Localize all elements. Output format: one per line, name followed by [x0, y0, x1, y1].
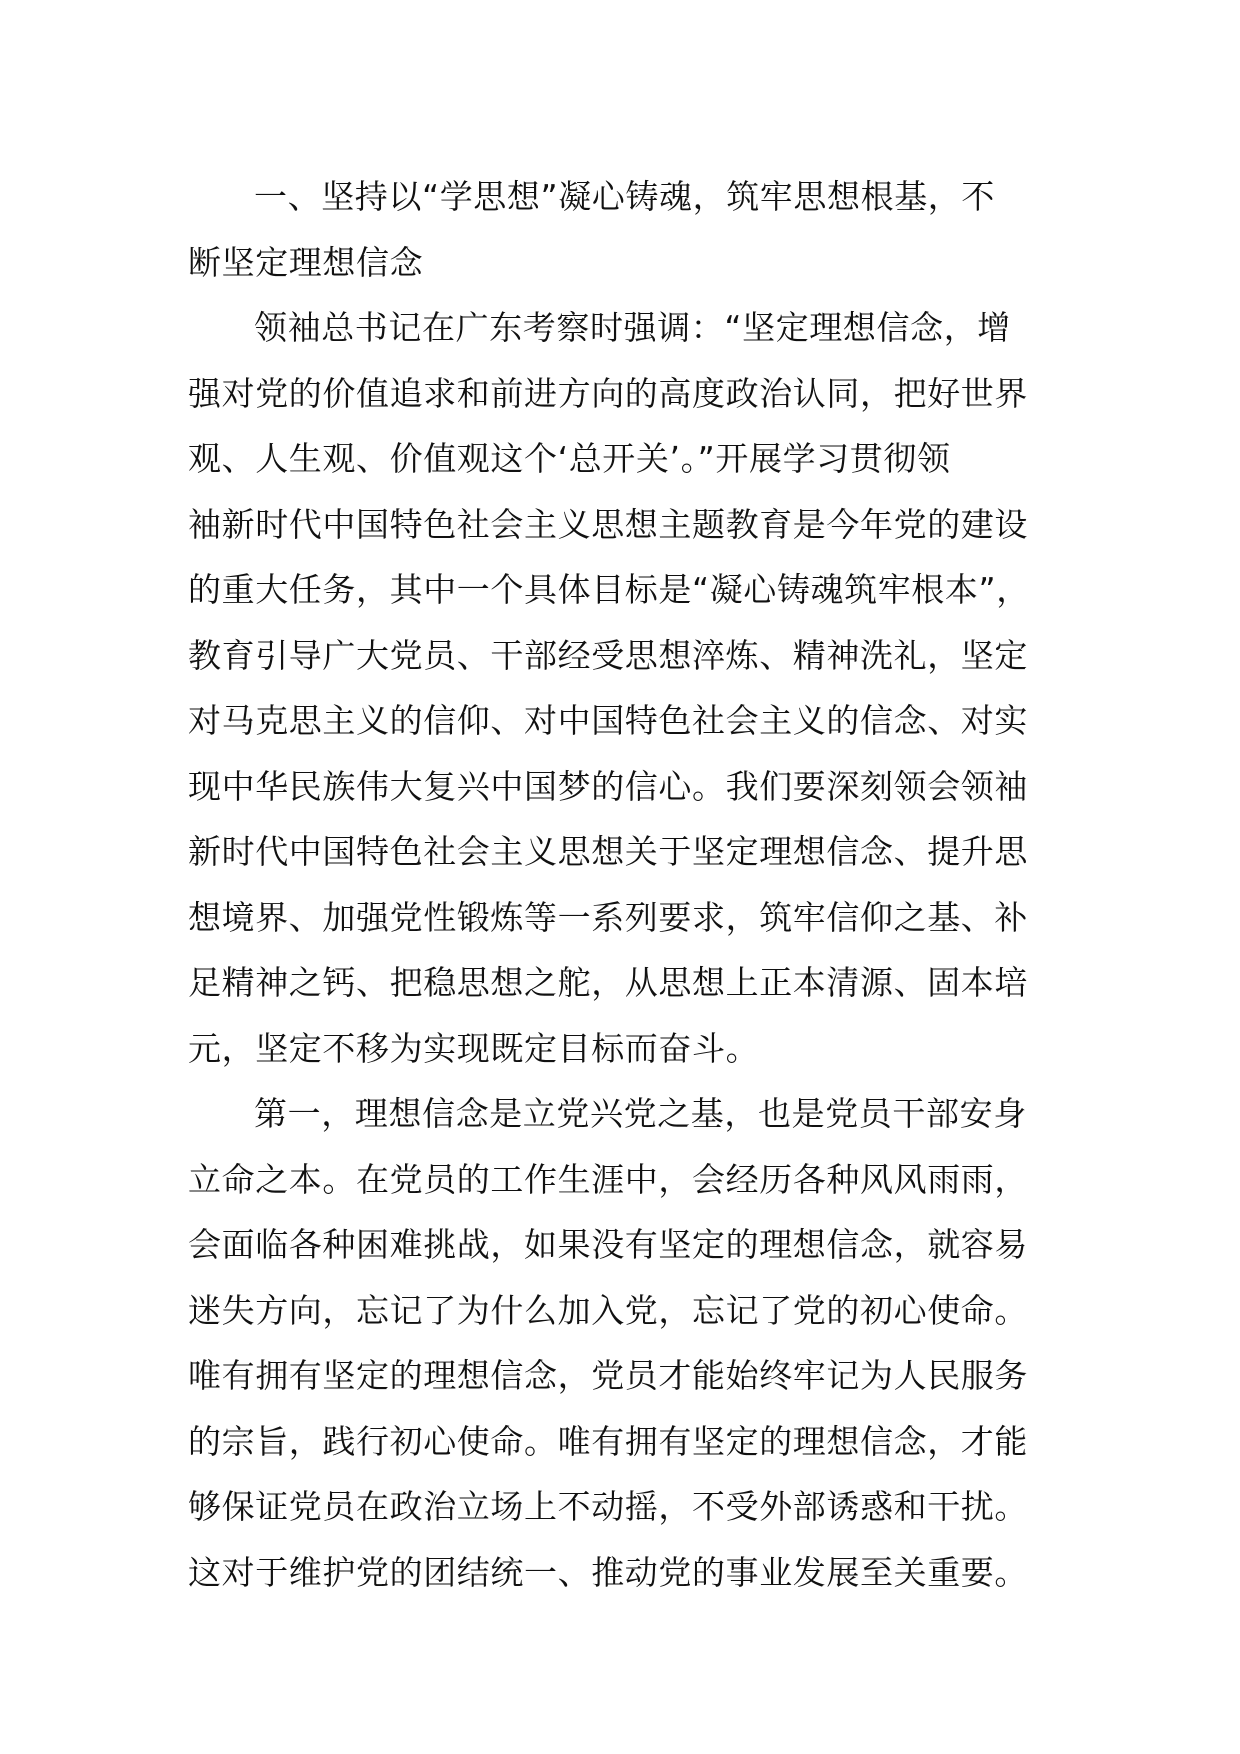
- paragraph-line: 这对于维护党的团结统一、推动党的事业发展至关重要。: [188, 1552, 1028, 1592]
- paragraph-line: 足精神之钙、把稳思想之舵，从思想上正本清源、固本培: [188, 963, 1028, 1002]
- paragraph-line: 够保证党员在政治立场上不动摇，不受外部诱惑和干扰。: [188, 1487, 1028, 1526]
- heading-line: 断坚定理想信念: [188, 242, 424, 282]
- paragraph-line: 袖新时代中国特色社会主义思想主题教育是今年党的建设: [188, 504, 1028, 544]
- paragraph-line: 立命之本。在党员的工作生涯中，会经历各种风风雨雨，: [188, 1159, 1028, 1199]
- paragraph-line: 教育引导广大党员、干部经受思想淬炼、精神洗礼，坚定: [188, 635, 1028, 675]
- paragraph-line: 迷失方向，忘记了为什么加入党，忘记了党的初心使命。: [188, 1290, 1028, 1330]
- paragraph-line: 对马克思主义的信仰、对中国特色社会主义的信念、对实: [188, 701, 1028, 740]
- paragraph-line: 唯有拥有坚定的理想信念，党员才能始终牢记为人民服务: [188, 1356, 1028, 1395]
- paragraph-line: 想境界、加强党性锻炼等一系列要求，筑牢信仰之基、补: [188, 897, 1028, 937]
- paragraph-2: [188, 1081, 1052, 1605]
- heading-line: 一、坚持以“学思想”凝心铸魂，筑牢思想根基，不: [254, 177, 995, 216]
- paragraph-line: 新时代中国特色社会主义思想关于坚定理想信念、提升思: [188, 832, 1028, 871]
- paragraph-line: 第一，理想信念是立党兴党之基，也是党员干部安身: [254, 1094, 1027, 1133]
- paragraph-line: 现中华民族伟大复兴中国梦的信心。我们要深刻领会领袖: [188, 766, 1028, 806]
- paragraph-line: 的宗旨，践行初心使命。唯有拥有坚定的理想信念，才能: [188, 1421, 1028, 1461]
- document-body: [188, 164, 1052, 1605]
- paragraph-line: 领袖总书记在广东考察时强调：“坚定理想信念，增: [254, 308, 1011, 347]
- section-heading: [188, 164, 1052, 295]
- paragraph-line: 观、人生观、价值观这个‘总开关’。”开展学习贯彻领: [188, 439, 951, 478]
- paragraph-line: 会面临各种困难挑战，如果没有坚定的理想信念，就容易: [188, 1225, 1028, 1264]
- paragraph-1: [188, 295, 1052, 1081]
- paragraph-line: 元，坚定不移为实现既定目标而奋斗。: [188, 1028, 760, 1068]
- paragraph-line: 的重大任务，其中一个具体目标是“凝心铸魂筑牢根本”，: [188, 570, 1030, 609]
- paragraph-line: 强对党的价值追求和前进方向的高度政治认同，把好世界: [188, 373, 1028, 413]
